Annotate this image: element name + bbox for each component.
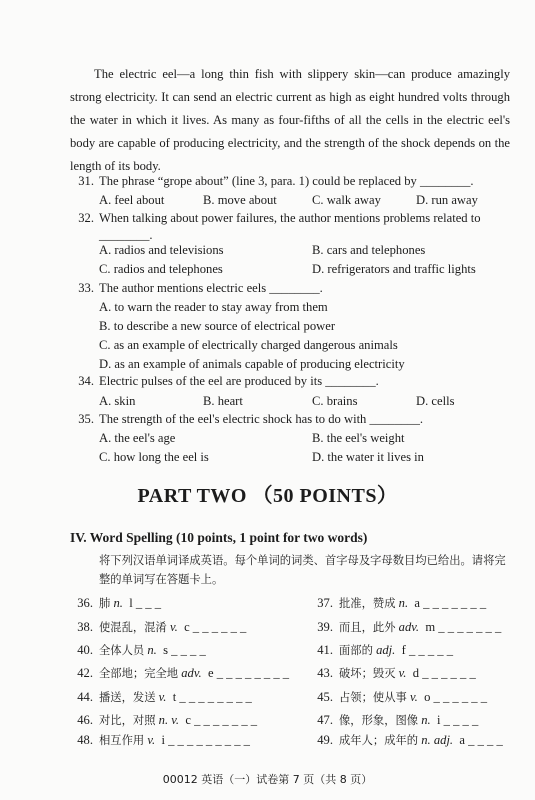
option-b: B. heart <box>203 394 243 408</box>
question-number: 33. <box>78 281 94 295</box>
question-stem-blank: ________. <box>99 228 153 242</box>
option-d: D. cells <box>416 394 455 408</box>
vocab-item: 37. 批准，赞成 n. a _ _ _ _ _ _ _ <box>317 596 487 610</box>
option-a: A. to warn the reader to stay away from them <box>99 300 328 314</box>
option-d: D. refrigerators and traffic lights <box>312 262 476 276</box>
option-c: C. how long the eel is <box>99 450 209 464</box>
vocab-item: 36. 肺 n. l _ _ _ <box>77 596 162 610</box>
question-number: 35. <box>78 412 94 426</box>
option-d: D. run away <box>416 193 478 207</box>
question-stem: When talking about power failures, the author mentions problems related to <box>99 211 481 225</box>
question-stem: The author mentions electric eels ________. <box>99 281 323 295</box>
option-c: C. brains <box>312 394 358 408</box>
question-stem: The phrase “grope about” (line 3, para. 1) could be replaced by ________. <box>99 174 474 188</box>
question-number: 34. <box>78 374 94 388</box>
vocab-item: 38. 使混乱，混淆 v. c _ _ _ _ _ _ <box>77 620 247 634</box>
option-d: D. the water it lives in <box>312 450 424 464</box>
vocab-item: 41. 面部的 adj. f _ _ _ _ _ <box>317 643 454 657</box>
page-footer: 00012 英语（一）试卷第 7 页（共 8 页） <box>162 773 373 786</box>
vocab-item: 44. 播送，发送 v. t _ _ _ _ _ _ _ _ <box>77 690 252 704</box>
question-number: 31. <box>78 174 94 188</box>
vocab-item: 48. 相互作用 v. i _ _ _ _ _ _ _ _ _ <box>77 733 250 747</box>
option-a: A. feel about <box>99 193 165 207</box>
passage-paragraph: The electric eel—a long thin fish with slippery skin—can produce amazingly strong electricity. It can send an electric current as high as eight hundred volts through the water in which it lives. As many as four-fifths of all the cells in the electric eel's body are capable of producing electricity, and the strength of the shock depends on the length of its body. <box>70 67 510 173</box>
section-instruction: 将下列汉语单词译成英语。每个单词的词类、首字母及字母数目均已给出。请将完整的单词写在答题卡上。 <box>99 554 506 586</box>
vocab-item: 40. 全体人员 n. s _ _ _ _ <box>77 643 206 657</box>
vocab-item: 49. 成年人；成年的 n. adj. a _ _ _ _ <box>317 733 503 747</box>
option-c: C. walk away <box>312 193 381 207</box>
option-a: A. skin <box>99 394 136 408</box>
vocab-item: 39. 而且，此外 adv. m _ _ _ _ _ _ _ <box>317 620 502 634</box>
vocab-item: 43. 破坏；毁灭 v. d _ _ _ _ _ _ <box>317 666 476 680</box>
option-c: C. radios and telephones <box>99 262 223 276</box>
option-b: B. to describe a new source of electrical power <box>99 319 336 333</box>
question-stem: The strength of the eel's electric shock has to do with ________. <box>99 412 424 426</box>
reading-passage <box>70 63 510 178</box>
option-a: A. the eel's age <box>99 431 176 445</box>
option-d: D. as an example of animals capable of producing electricity <box>99 357 405 371</box>
question-stem: Electric pulses of the eel are produced by its ________. <box>99 374 379 388</box>
vocab-item: 42. 全部地；完全地 adv. e _ _ _ _ _ _ _ _ <box>77 666 290 680</box>
question-number: 32. <box>78 211 94 225</box>
option-a: A. radios and televisions <box>99 243 224 257</box>
option-b: B. cars and telephones <box>312 243 426 257</box>
section-title: IV. Word Spelling (10 points, 1 point for two words) <box>70 530 368 545</box>
option-b: B. move about <box>203 193 277 207</box>
option-c: C. as an example of electrically charged dangerous animals <box>99 338 398 352</box>
vocab-item: 45. 占领；使从事 v. o _ _ _ _ _ _ <box>317 690 488 704</box>
part-title: PART TWO （50 POINTS） <box>137 485 398 507</box>
option-b: B. the eel's weight <box>312 431 405 445</box>
vocab-item: 46. 对比，对照 n. v. c _ _ _ _ _ _ _ <box>77 713 258 727</box>
vocab-item: 47. 像，形象，图像 n. i _ _ _ _ <box>317 713 479 727</box>
